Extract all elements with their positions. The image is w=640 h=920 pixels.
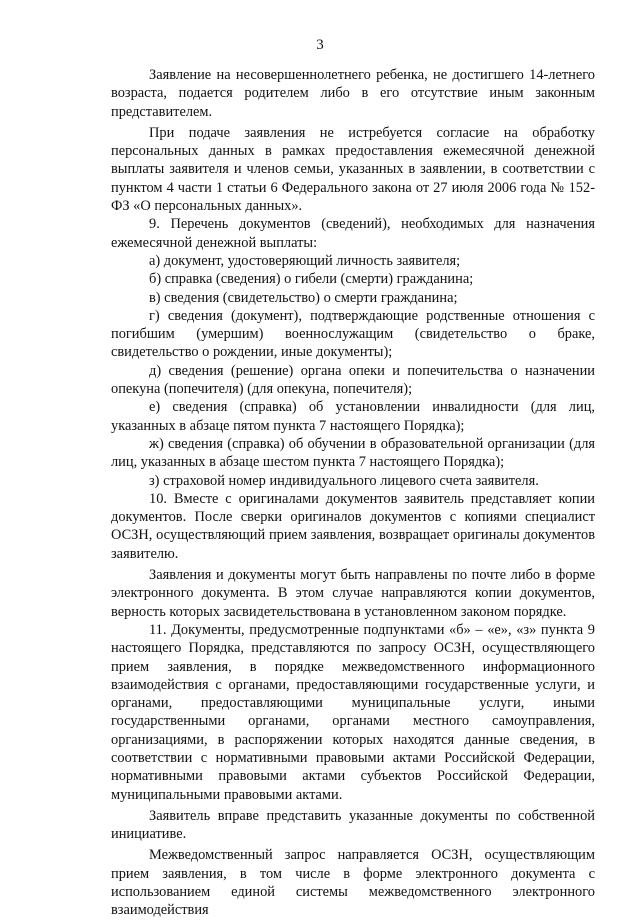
list-item-v: в) сведения (свидетельство) о смерти гражданина; bbox=[149, 289, 458, 306]
paragraph-interagency-request: Межведомственный запрос направляется ОСЗН, осуществляющим прием заявления, в том числе в форме электронного документа с использованием единой системы межведомственного электронного взаимодействия bbox=[111, 847, 595, 919]
paragraph-personal-data-consent: При подаче заявления не истребуется согласие на обработку персональных данных в рамках предоставления ежемесячной денежной выплаты заявителя и членов семьи, указанных в заявлении, в соответствии с пунктом 4 части 1 статьи 6 Федерального закона от 27 июля 2006 года № 152-ФЗ «О персональных данных». bbox=[111, 124, 595, 215]
list-item-e: е) сведения (справка) об установлении инвалидности (для лиц, указанных в абзаце пятом пункта 7 настоящего Порядка); bbox=[111, 399, 595, 434]
list-item-g: г) сведения (документ), подтверждающие родственные отношения с погибшим (умершим) военнослужащим (свидетельство о браке, свидетельство о рождении, иные документы); bbox=[111, 307, 595, 361]
paragraph-item-9-heading: 9. Перечень документов (сведений), необходимых для назначения ежемесячной денежной выплаты: bbox=[111, 216, 595, 251]
paragraph-own-initiative: Заявитель вправе представить указанные документы по собственной инициативе. bbox=[111, 807, 595, 843]
document-body bbox=[111, 66, 595, 920]
list-item-zh: ж) сведения (справка) об обучении в образовательной организации (для лиц, указанных в абзаце шестом пункта 7 настоящего Порядка); bbox=[111, 435, 595, 471]
list-item-d: д) сведения (решение) органа опеки и попечительства о назначении опекуна (попечителя) (для опекуна, попечителя); bbox=[111, 362, 595, 398]
page-number: 3 bbox=[316, 37, 324, 53]
paragraph-minor-application: Заявление на несовершеннолетнего ребенка, не достигшего 14-летнего возраста, подается родителем либо в его отсутствие иным законным представителем. bbox=[111, 67, 595, 120]
list-item-b: б) справка (сведения) о гибели (смерти) гражданина; bbox=[149, 271, 474, 288]
paragraph-item-10: 10. Вместе с оригиналами документов заявитель представляет копии документов. После сверки оригиналов документов с копиями специалист ОСЗН, осуществляющий прием заявления, возвращает оригиналы документов заявителю. bbox=[111, 490, 595, 562]
paragraph-mail-submission: Заявления и документы могут быть направлены по почте либо в форме электронного документа. В этом случае направляются копии документов, верность которых засвидетельствована в установленном законом порядке. bbox=[111, 567, 595, 620]
list-item-z: з) страховой номер индивидуального лицевого счета заявителя. bbox=[149, 472, 539, 489]
paragraph-item-11: 11. Документы, предусмотренные подпунктами «б» – «е», «з» пункта 9 настоящего Порядка, представляются по запросу ОСЗН, осуществляющего прием заявления, в порядке межведомственного информационного взаимодействия с органами, предоставляющими государственные услуги, и органами, предоставляющими муниципальные услуги, иными государственными органами, органами местного самоуправления, организациями, в распоряжении которых находятся данные сведения, в соответствии с нормативными правовыми актами Российской Федерации, нормативными правовыми актами субъектов Российской Федерации, муниципальными правовыми актами. bbox=[111, 621, 595, 803]
list-item-a: а) документ, удостоверяющий личность заявителя; bbox=[149, 252, 461, 269]
